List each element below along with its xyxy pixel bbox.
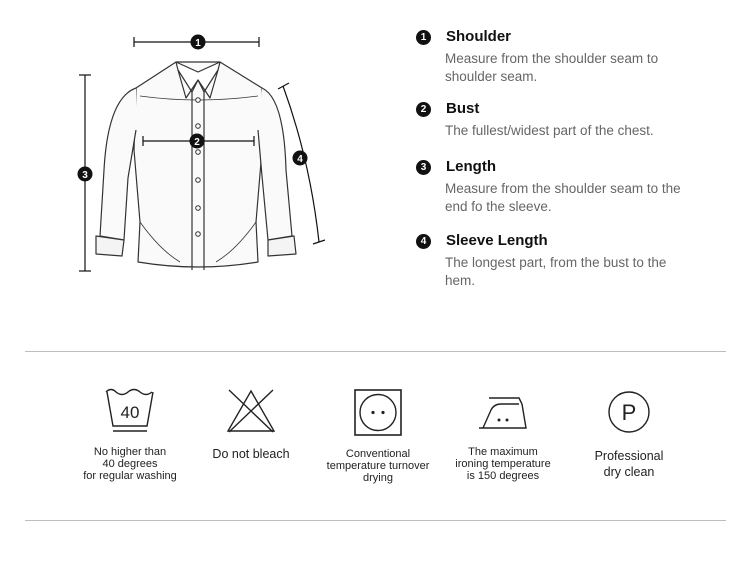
svg-text:4: 4 [297,154,303,165]
guide-description: Measure from the shoulder seam to the end fo the sleeve. [445,181,681,214]
iron-icon [477,388,529,434]
guide-description: The fullest/widest part of the chest. [445,123,654,138]
badge-1 [191,35,206,50]
badge-2 [190,134,205,149]
svg-text:1: 1 [195,38,201,49]
care-item-dry [318,388,438,484]
number-badge: 2 [416,102,431,117]
number-badge: 3 [416,160,431,175]
guide-description: Measure from the shoulder seam to shoulder seam. [445,51,659,84]
care-label: No higher than 40 degrees for regular washing [83,446,177,482]
svg-text:P: P [621,400,637,425]
bottom-divider [25,520,726,521]
tumble-dry-icon [352,388,404,436]
svg-text:2: 2 [194,137,200,148]
care-label: The maximum ironing temperature is 150 degrees [455,446,551,482]
guide-title: Shoulder [446,28,512,45]
care-item-iron [443,388,563,482]
badge-3 [78,167,93,182]
wash-40-icon [104,388,156,434]
number-badge: 1 [416,30,431,45]
svg-text:3: 3 [82,170,88,181]
guide-description: The longest part, from the bust to the hem. [445,255,667,288]
guide-title: Bust [446,100,480,117]
dry-clean-icon [603,388,655,436]
care-label: Conventional temperature turnover drying [326,448,430,484]
number-badge: 4 [416,234,431,249]
svg-text:40: 40 [120,403,140,422]
top-divider [25,351,726,352]
guide-title: Length [446,158,496,175]
badge-4 [293,151,308,166]
care-item-wash [70,388,190,482]
care-label: Do not bleach [212,447,290,461]
shirt-outline [96,62,296,270]
no-bleach-icon [225,388,277,434]
care-label: Professional dry clean [594,449,664,479]
care-item-dry-clean [569,388,689,480]
guide-title: Sleeve Length [446,232,548,249]
shirt-measurement-diagram [0,0,390,300]
care-item-bleach [191,388,311,462]
